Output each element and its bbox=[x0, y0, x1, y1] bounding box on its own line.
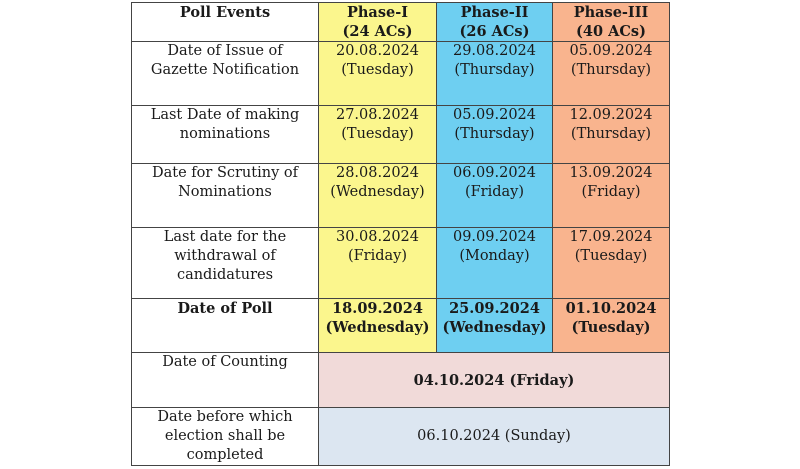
date-value: 05.09.2024 bbox=[569, 43, 653, 59]
phase-2-cell bbox=[437, 106, 553, 164]
date-value: 20.08.2024 bbox=[335, 43, 420, 59]
day-value: (Thursday) bbox=[570, 62, 652, 78]
counting-row bbox=[132, 353, 670, 408]
phase-1-cell bbox=[319, 106, 437, 164]
phase-3-cell bbox=[553, 106, 670, 164]
phase-3-cell bbox=[553, 299, 670, 353]
header-poll-events: Poll Events bbox=[132, 3, 319, 42]
phase-3-name: Phase-III bbox=[573, 4, 649, 21]
phase-3-cell bbox=[553, 42, 670, 106]
date-value: 12.09.2024 bbox=[569, 107, 653, 123]
event-label: Date of Counting bbox=[162, 354, 288, 370]
day-value: (Thursday) bbox=[454, 126, 535, 142]
date-value: 25.09.2024 bbox=[449, 300, 540, 317]
date-value: 05.09.2024 bbox=[452, 107, 537, 123]
date-value: 06.09.2024 bbox=[452, 165, 537, 181]
event-cell bbox=[132, 228, 319, 299]
day-value: (Thursday) bbox=[570, 126, 652, 142]
date-value: 18.09.2024 bbox=[332, 300, 423, 317]
header-phase-3 bbox=[553, 3, 670, 42]
day-value: (Tuesday) bbox=[571, 319, 651, 336]
phase-2-cell bbox=[437, 42, 553, 106]
date-value: 29.08.2024 bbox=[452, 43, 537, 59]
event-cell bbox=[132, 353, 319, 408]
event-label: nominations bbox=[179, 126, 271, 142]
event-label: Last Date of making bbox=[150, 107, 300, 123]
event-label: Nominations bbox=[178, 184, 272, 200]
day-value: (Wednesday) bbox=[330, 184, 425, 200]
event-cell bbox=[132, 106, 319, 164]
header-phase-1 bbox=[319, 3, 437, 42]
table-row bbox=[132, 42, 670, 106]
event-label: Date before which bbox=[157, 409, 293, 425]
phase-1-cell bbox=[319, 164, 437, 228]
event-label: Date of Poll bbox=[177, 300, 273, 317]
day-value: (Thursday) bbox=[454, 62, 535, 78]
phase-2-cell bbox=[437, 228, 553, 299]
day-value: (Friday) bbox=[347, 248, 408, 264]
date-value: 13.09.2024 bbox=[569, 165, 653, 181]
event-cell bbox=[132, 299, 319, 353]
event-label: Last date for the bbox=[163, 229, 287, 245]
phase-1-cell bbox=[319, 42, 437, 106]
phase-3-cell bbox=[553, 228, 670, 299]
day-value: (Tuesday) bbox=[574, 248, 648, 264]
date-value: 30.08.2024 bbox=[335, 229, 420, 245]
event-label: Date for Scrutiny of bbox=[152, 165, 298, 181]
phase-3-acs: (40 ACs) bbox=[576, 23, 646, 40]
table-row bbox=[132, 164, 670, 228]
day-value: (Friday) bbox=[464, 184, 525, 200]
event-label: election shall be bbox=[164, 428, 286, 444]
phase-3-cell bbox=[553, 164, 670, 228]
day-value: (Wednesday) bbox=[325, 319, 430, 336]
event-cell bbox=[132, 164, 319, 228]
phase-2-cell bbox=[437, 299, 553, 353]
completion-date-cell: 06.10.2024 (Sunday) bbox=[319, 408, 670, 466]
phase-1-cell bbox=[319, 228, 437, 299]
event-label: candidatures bbox=[176, 267, 274, 283]
event-label: Date of Issue of bbox=[167, 43, 283, 59]
completion-row bbox=[132, 408, 670, 466]
poll-date-row bbox=[132, 299, 670, 353]
phase-2-cell bbox=[437, 164, 553, 228]
poll-schedule-table bbox=[131, 2, 670, 466]
date-value: 28.08.2024 bbox=[335, 165, 420, 181]
phase-1-name: Phase-I bbox=[346, 4, 409, 21]
event-label: withdrawal of bbox=[174, 248, 276, 264]
date-value: 09.09.2024 bbox=[452, 229, 537, 245]
header-phase-2 bbox=[437, 3, 553, 42]
phase-1-acs: (24 ACs) bbox=[342, 23, 413, 40]
day-value: (Tuesday) bbox=[341, 62, 414, 78]
phase-2-acs: (26 ACs) bbox=[459, 23, 530, 40]
date-value: 17.09.2024 bbox=[569, 229, 653, 245]
day-value: (Friday) bbox=[581, 184, 641, 200]
event-cell bbox=[132, 408, 319, 466]
day-value: (Monday) bbox=[459, 248, 530, 264]
table-row bbox=[132, 228, 670, 299]
event-cell bbox=[132, 42, 319, 106]
phase-2-name: Phase-II bbox=[460, 4, 529, 21]
day-value: (Tuesday) bbox=[341, 126, 414, 142]
event-label: Gazette Notification bbox=[150, 62, 300, 78]
event-label: completed bbox=[186, 447, 264, 463]
day-value: (Wednesday) bbox=[442, 319, 547, 336]
date-value: 27.08.2024 bbox=[335, 107, 420, 123]
table-row bbox=[132, 106, 670, 164]
header-row bbox=[132, 3, 670, 42]
phase-1-cell bbox=[319, 299, 437, 353]
date-value: 01.10.2024 bbox=[565, 300, 657, 317]
counting-date-cell: 04.10.2024 (Friday) bbox=[319, 353, 670, 408]
